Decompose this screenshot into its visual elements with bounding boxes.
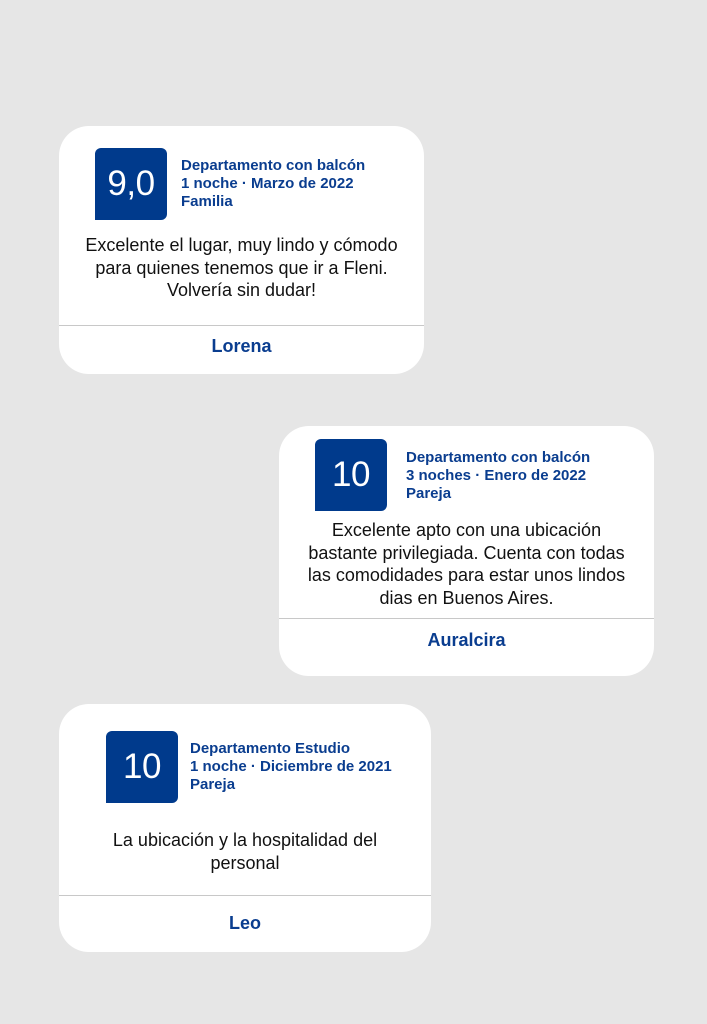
review-text-line: bastante privilegiada. Cuenta con todas bbox=[308, 542, 625, 563]
stay-info: 1 noche · Marzo de 2022 bbox=[181, 175, 354, 192]
review-text-line: La ubicación y la hospitalidad del bbox=[112, 830, 378, 850]
review-text-line: personal bbox=[210, 852, 280, 873]
traveler-type: Pareja bbox=[190, 776, 236, 793]
room-type: Departamento con balcón bbox=[181, 157, 366, 174]
card-divider bbox=[59, 895, 431, 896]
review-score-badge: 10 bbox=[106, 731, 178, 803]
review-author: Leo bbox=[228, 913, 261, 933]
review-text-line: Excelente el lugar, muy lindo y cómodo bbox=[85, 235, 398, 255]
traveler-type: Familia bbox=[181, 193, 233, 210]
review-text bbox=[69, 829, 421, 874]
stay-info: 1 noche · Diciembre de 2021 bbox=[190, 758, 392, 775]
review-score-badge: 9,0 bbox=[95, 148, 167, 220]
review-text-line: dias en Buenos Aires. bbox=[379, 587, 554, 608]
room-type: Departamento con balcón bbox=[406, 449, 591, 466]
review-meta bbox=[190, 740, 392, 794]
review-meta bbox=[181, 157, 365, 211]
review-text bbox=[289, 519, 644, 609]
stay-info: 3 noches · Enero de 2022 bbox=[406, 467, 587, 484]
review-author: Auralcira bbox=[427, 630, 506, 650]
review-score-badge: 10 bbox=[315, 439, 387, 511]
traveler-type: Pareja bbox=[406, 485, 452, 502]
review-text-line: para quienes tenemos que ir a Fleni. bbox=[95, 257, 388, 278]
review-text bbox=[69, 234, 414, 302]
review-text-line: las comodidades para estar unos lindos bbox=[307, 565, 626, 585]
review-author: Lorena bbox=[211, 336, 272, 356]
review-text-line: Volvería sin dudar! bbox=[166, 280, 317, 300]
room-type: Departamento Estudio bbox=[190, 740, 351, 757]
review-card bbox=[59, 704, 431, 952]
review-meta bbox=[406, 449, 590, 503]
review-card bbox=[59, 126, 424, 374]
review-card bbox=[279, 426, 654, 676]
card-divider bbox=[59, 325, 424, 326]
card-divider bbox=[279, 618, 654, 619]
review-text-line: Excelente apto con una ubicación bbox=[331, 520, 602, 540]
